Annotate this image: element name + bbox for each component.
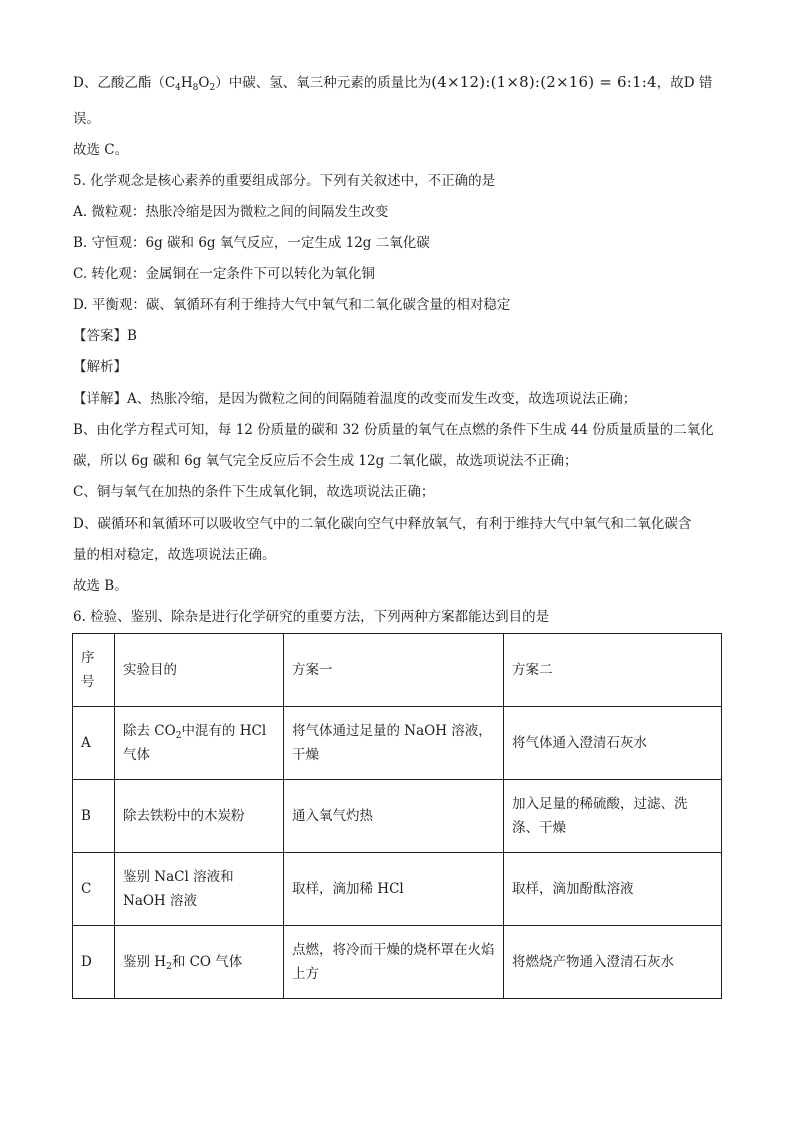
q5-detail-1: 【详解】A、热胀冷缩，是因为微粒之间的间隔随着温度的改变而发生改变，故选项说法正确； (73, 391, 637, 407)
table-row (73, 926, 722, 999)
row-plan1: 通入氧气灼热 (284, 780, 504, 853)
q6-table (72, 633, 722, 999)
table-row (73, 780, 722, 853)
row-plan2: 取样，滴加酚酞溶液 (504, 853, 722, 926)
row-plan2: 将燃烧产物通入澄清石灰水 (504, 926, 722, 999)
header-index: 序号 (73, 634, 115, 707)
row-id: A (73, 707, 115, 780)
row-plan1: 取样，滴加稀 HCl (284, 853, 504, 926)
q6-stem: 6. 检验、鉴别、除杂是进行化学研究的重要方法，下列两种方案都能达到目的是 (73, 609, 550, 625)
row-plan1: 点燃，将冷而干燥的烧杯罩在火焰上方 (284, 926, 504, 999)
q5-analysis-tag: 【解析】 (73, 359, 127, 375)
row-id: B (73, 780, 115, 853)
row-plan2: 加入足量的稀硫酸，过滤、洗涤、干燥 (504, 780, 722, 853)
mass-ratio-expression: (4×12):(1×8):(2×16) = 6:1:4 (431, 73, 657, 91)
q5-option-d: D. 平衡观：碳、氧循环有利于维持大气中氧气和二氧化碳含量的相对稳定 (73, 297, 511, 313)
row-id: D (73, 926, 115, 999)
q5-detail-2: B、由化学方程式可知，每 12 份质量的碳和 32 份质量的氧气在点燃的条件下生成 44 份质量质量的二氧化 (73, 422, 714, 438)
choose-c: 故选 C。 (73, 142, 129, 158)
q5-detail-6: 量的相对稳定，故选项说法正确。 (73, 547, 276, 563)
q5-detail-3: 碳，所以 6g 碳和 6g 氧气完全反应后不会生成 12g 二氧化碳，故选项说法不正确； (73, 453, 578, 469)
table-header-row (73, 634, 722, 707)
header-plan1: 方案一 (284, 634, 504, 707)
row-plan2: 将气体通入澄清石灰水 (504, 707, 722, 780)
detail-tag: 【详解】 (73, 391, 127, 407)
row-goal: 除去 $CO_2$中混有的 HCl 气体 (115, 707, 284, 780)
q5-answer (73, 326, 137, 346)
q5-detail-5: D、碳循环和氧循环可以吸收空气中的二氧化碳向空气中释放氧气，有利于维持大气中氧气和二氧化碳含 (73, 516, 692, 532)
d-option-line: D、乙酸乙酯$(C_4H_8O_2)$中碳、氢、氧三种元素的质量比为(4×12):(1×8):(2×16) = 6:1:4，故D 错 (73, 73, 713, 93)
row-goal: 鉴别 $H_2$和 CO 气体 (115, 926, 284, 999)
header-goal: 实验目的 (115, 634, 284, 707)
header-plan2: 方案二 (504, 634, 722, 707)
q5-detail-4: C、铜与氧气在加热的条件下生成氧化铜，故选项说法正确； (73, 484, 435, 500)
q5-option-a: A. 微粒观：热胀冷缩是因为微粒之间的间隔发生改变 (73, 204, 389, 220)
row-plan1: 将气体通过足量的 NaOH 溶液，干燥 (284, 707, 504, 780)
d-option-wrap: 误。 (73, 111, 100, 127)
table-row (73, 707, 722, 780)
row-goal: 鉴别 NaCl 溶液和 NaOH 溶液 (115, 853, 284, 926)
q5-choose: 故选 B。 (73, 578, 128, 594)
table-row (73, 853, 722, 926)
row-id: C (73, 853, 115, 926)
q5-option-b: B. 守恒观：6g 碳和 6g 氧气反应，一定生成 12g 二氧化碳 (73, 235, 430, 251)
answer-value: B (127, 328, 137, 344)
q5-option-c: C. 转化观：金属铜在一定条件下可以转化为氧化铜 (73, 266, 375, 282)
row-goal: 除去铁粉中的木炭粉 (115, 780, 284, 853)
answer-tag: 【答案】 (73, 328, 127, 344)
q5-stem: 5. 化学观念是核心素养的重要组成部分。下列有关叙述中，不正确的是 (73, 173, 496, 189)
